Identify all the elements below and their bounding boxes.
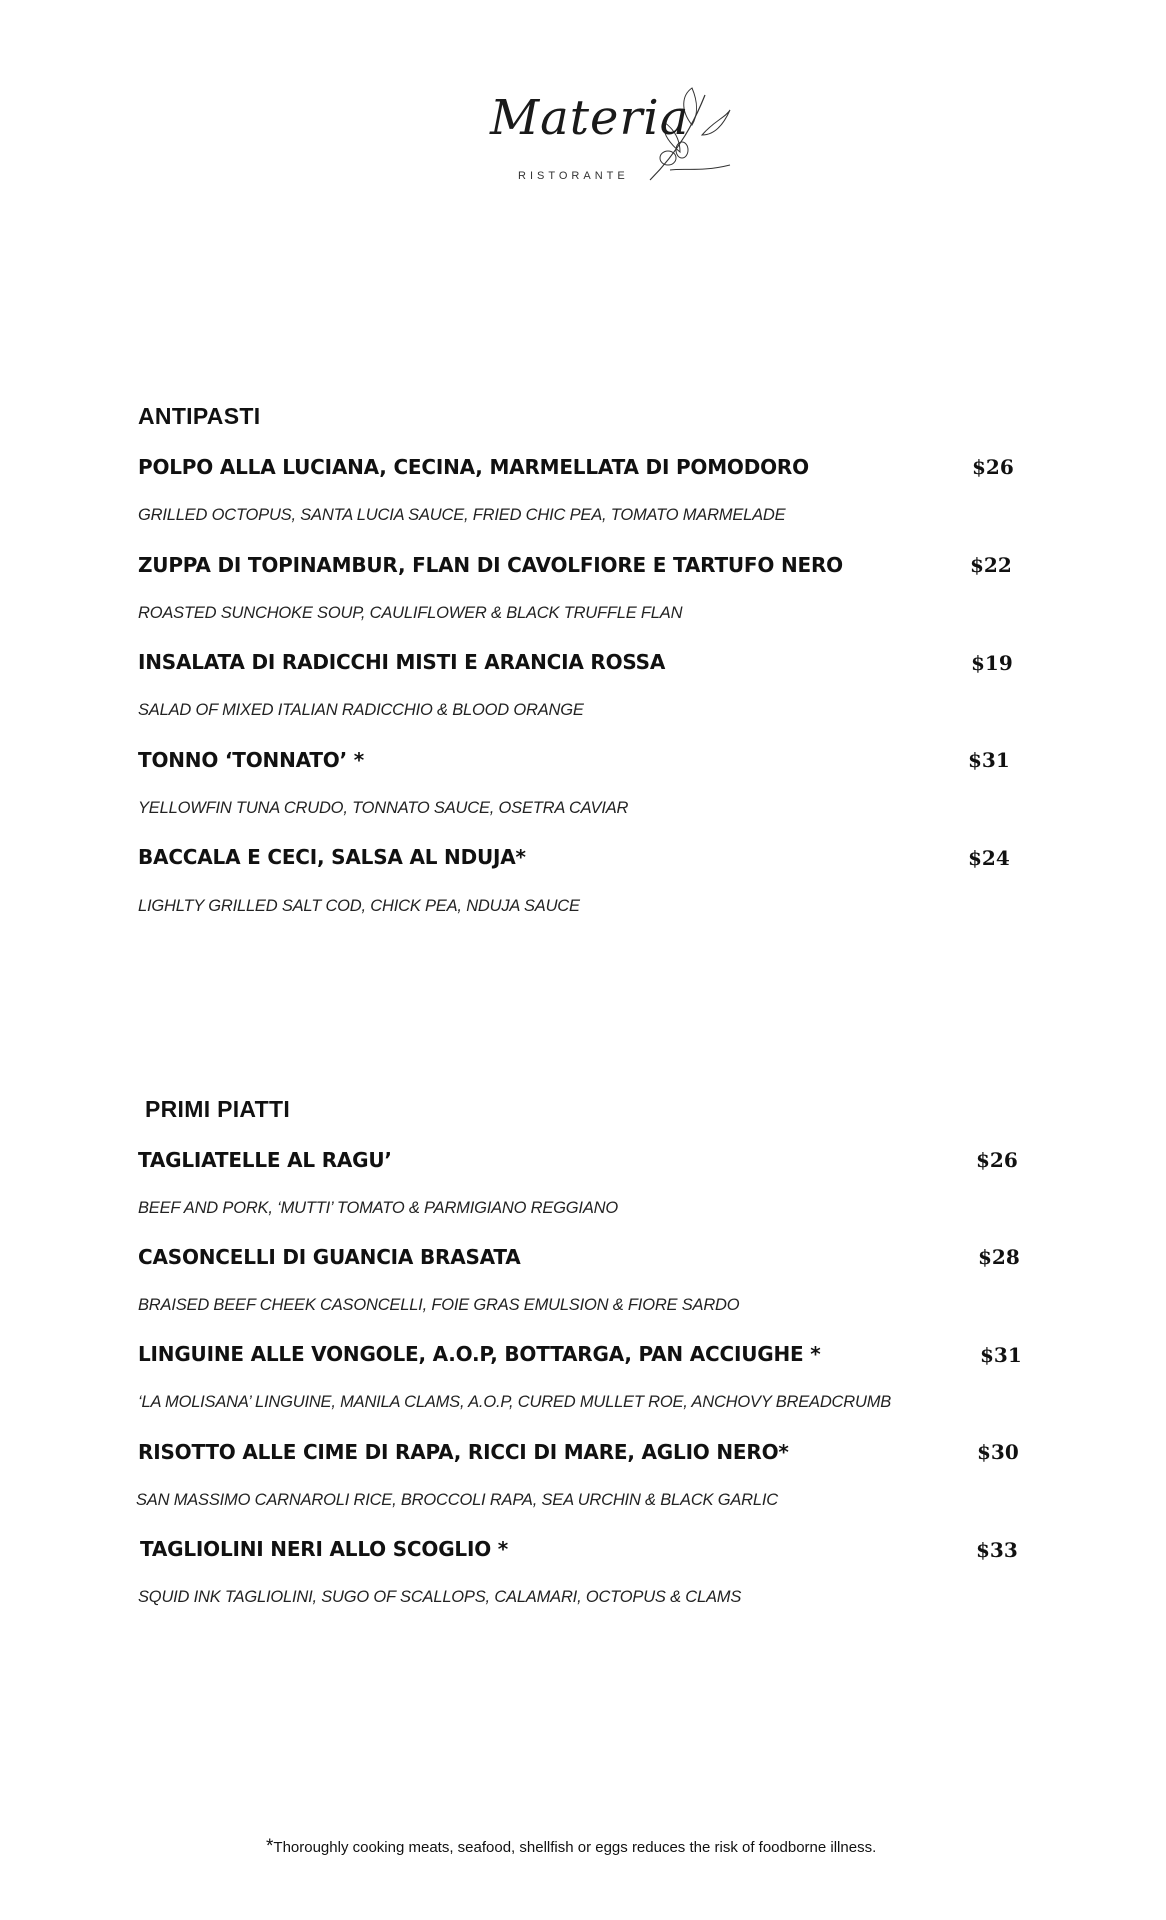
menu-item-name: LINGUINE ALLE VONGOLE, A.O.P, BOTTARGA, PAN ACCIUGHE * <box>138 1342 821 1366</box>
brand-subtitle: RISTORANTE <box>518 170 629 182</box>
menu-item-price: $22 <box>970 553 1012 577</box>
menu-item-description: YELLOWFIN TUNA CRUDO, TONNATO SAUCE, OSETRA CAVIAR <box>138 799 629 817</box>
note-asterisk: * <box>266 1836 274 1857</box>
brand-name: Materia <box>490 90 690 146</box>
menu-item-description: LIGHLTY GRILLED SALT COD, CHICK PEA, NDUJA SAUCE <box>138 897 580 915</box>
menu-item-name: RISOTTO ALLE CIME DI RAPA, RICCI DI MARE, AGLIO NERO* <box>138 1440 789 1464</box>
menu-item-name: CASONCELLI DI GUANCIA BRASATA <box>138 1245 521 1269</box>
menu-item-name: POLPO ALLA LUCIANA, CECINA, MARMELLATA DI POMODORO <box>138 455 809 479</box>
menu-item-name: TAGLIATELLE AL RAGU’ <box>138 1148 392 1172</box>
menu-item-description: SALAD OF MIXED ITALIAN RADICCHIO & BLOOD ORANGE <box>138 701 584 719</box>
menu-item-price: $26 <box>972 455 1014 479</box>
menu-item-price: $19 <box>971 651 1013 675</box>
menu-item-description: GRILLED OCTOPUS, SANTA LUCIA SAUCE, FRIED CHIC PEA, TOMATO MARMELADE <box>138 506 786 524</box>
menu-item-name: BACCALA E CECI, SALSA AL NDUJA* <box>138 845 526 869</box>
menu-item-description: BEEF AND PORK, ‘MUTTI’ TOMATO & PARMIGIANO REGGIANO <box>138 1199 618 1217</box>
menu-item-description: ‘LA MOLISANA’ LINGUINE, MANILA CLAMS, A.O.P, CURED MULLET ROE, ANCHOVY BREADCRUMB <box>138 1393 892 1411</box>
menu-item-price: $30 <box>977 1440 1019 1464</box>
food-safety-note <box>266 1836 876 1858</box>
menu-item-price: $31 <box>968 748 1010 772</box>
menu-item-name: TAGLIOLINI NERI ALLO SCOGLIO * <box>140 1537 509 1561</box>
restaurant-logo <box>430 80 760 200</box>
menu-item-price: $24 <box>968 846 1010 870</box>
menu-item-price: $33 <box>976 1538 1018 1562</box>
menu-item-price: $26 <box>976 1148 1018 1172</box>
note-text: Thoroughly cooking meats, seafood, shellfish or eggs reduces the risk of foodborne illness. <box>273 1839 877 1856</box>
menu-item-description: SQUID INK TAGLIOLINI, SUGO OF SCALLOPS, CALAMARI, OCTOPUS & CLAMS <box>138 1588 742 1606</box>
menu-item-description: BRAISED BEEF CHEEK CASONCELLI, FOIE GRAS EMULSION & FIORE SARDO <box>138 1296 740 1314</box>
menu-item-price: $28 <box>978 1245 1020 1269</box>
menu-item-description: SAN MASSIMO CARNAROLI RICE, BROCCOLI RAPA, SEA URCHIN & BLACK GARLIC <box>136 1491 778 1509</box>
menu-item-name: TONNO ‘TONNATO’ * <box>138 748 364 772</box>
section-title-primi-piatti: PRIMI PIATTI <box>145 1096 291 1122</box>
menu-item-name: INSALATA DI RADICCHI MISTI E ARANCIA ROSSA <box>138 650 666 674</box>
menu-item-price: $31 <box>980 1343 1022 1367</box>
section-title-antipasti: ANTIPASTI <box>138 403 261 429</box>
menu-item-name: ZUPPA DI TOPINAMBUR, FLAN DI CAVOLFIORE E TARTUFO NERO <box>138 553 843 577</box>
menu-item-description: ROASTED SUNCHOKE SOUP, CAULIFLOWER & BLACK TRUFFLE FLAN <box>138 604 683 622</box>
